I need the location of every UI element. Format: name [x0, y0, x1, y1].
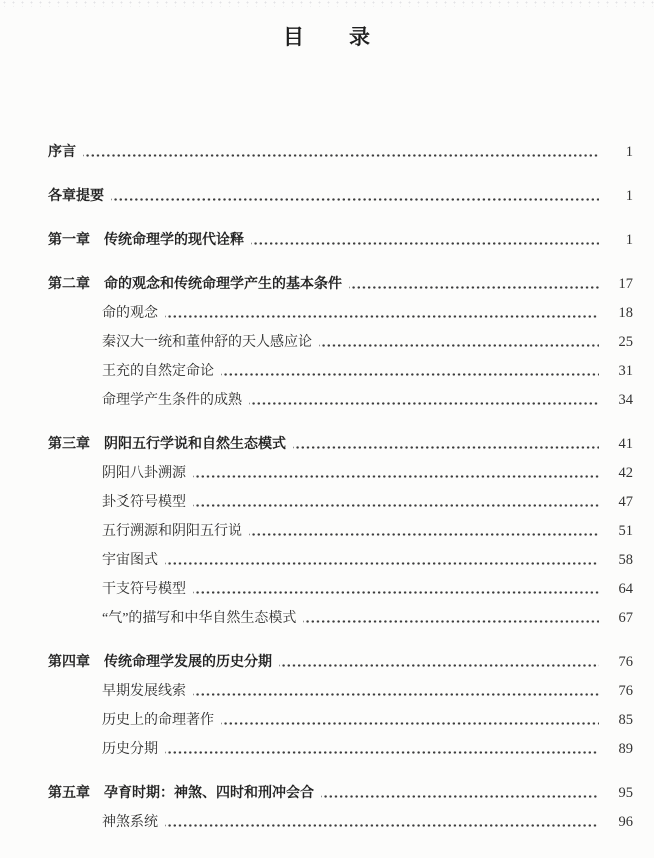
toc-entry: [48, 575, 633, 604]
toc-entry: [48, 226, 633, 255]
entry-label: 命理学产生条件的成熟: [102, 393, 242, 408]
page-number: 67: [618, 610, 633, 626]
page-number: 25: [618, 334, 633, 350]
dot-leader: [321, 779, 599, 808]
toc-entry: [48, 677, 633, 706]
entry-label: 早期发展线索: [102, 684, 186, 699]
toc-entry: [48, 357, 633, 386]
toc-entry: [48, 386, 633, 415]
entry-label: 历史分期: [102, 742, 158, 757]
entry-label: 阴阳八卦溯源: [102, 466, 186, 481]
dot-leader: [303, 604, 599, 633]
entry-label: 传统命理学发展的历史分期: [104, 655, 272, 670]
dot-leader: [319, 328, 599, 357]
dot-leader: [349, 270, 599, 299]
toc-entry: [48, 735, 633, 764]
entry-label: “气”的描写和中华自然生态模式: [102, 611, 297, 626]
dot-leader: [165, 299, 599, 328]
entry-label: 传统命理学的现代诠释: [104, 233, 244, 248]
dot-leader: [293, 430, 599, 459]
page-number: 47: [618, 494, 633, 510]
toc-list: [0, 138, 654, 837]
toc-entry: [48, 517, 633, 546]
entry-label: 宇宙图式: [102, 553, 158, 568]
entry-label: 五行溯源和阴阳五行说: [102, 524, 242, 539]
toc-entry: [48, 299, 633, 328]
toc-entry: [48, 138, 633, 167]
dot-leader: [193, 575, 599, 604]
entry-label: 王充的自然定命论: [102, 364, 214, 379]
toc-entry: [48, 430, 633, 459]
entry-label: 秦汉大一统和董仲舒的天人感应论: [102, 335, 312, 350]
toc-entry: [48, 488, 633, 517]
toc-entry: [48, 779, 633, 808]
page-number: 17: [618, 276, 633, 292]
dot-leader: [249, 386, 599, 415]
dot-leader: [193, 459, 599, 488]
toc-entry: [48, 648, 633, 677]
toc-entry: [48, 328, 633, 357]
dot-leader: [221, 357, 599, 386]
dot-leader: [249, 517, 599, 546]
page-number: 89: [618, 741, 633, 757]
dot-leader: [193, 488, 599, 517]
dot-leader: [221, 706, 599, 735]
dot-leader: [83, 138, 599, 167]
chapter-number: 第五章: [48, 786, 90, 801]
page-number: 85: [618, 712, 633, 728]
scan-noise-strip: [0, 0, 654, 7]
toc-entry: [48, 604, 633, 633]
entry-label: 序言: [48, 145, 76, 160]
entry-label: 命的观念: [102, 306, 158, 321]
toc-entry: [48, 706, 633, 735]
entry-label: 阴阳五行学说和自然生态模式: [104, 437, 286, 452]
page-number: 31: [618, 363, 633, 379]
toc-entry: [48, 270, 633, 299]
dot-leader: [279, 648, 599, 677]
page-number: 1: [625, 188, 633, 204]
page-number: 42: [618, 465, 633, 481]
toc-entry: [48, 546, 633, 575]
dot-leader: [165, 735, 599, 764]
entry-label: 命的观念和传统命理学产生的基本条件: [104, 277, 342, 292]
chapter-number: 第二章: [48, 277, 90, 292]
page-number: 51: [618, 523, 633, 539]
page-number: 1: [625, 232, 633, 248]
page-number: 96: [618, 814, 633, 830]
entry-label: 各章提要: [48, 189, 104, 204]
page-number: 95: [618, 785, 633, 801]
page-number: 58: [618, 552, 633, 568]
dot-leader: [251, 226, 599, 255]
page-number: 64: [618, 581, 633, 597]
page-number: 76: [618, 683, 633, 699]
entry-label: 卦爻符号模型: [102, 495, 186, 510]
entry-label: 孕育时期：神煞、四时和刑冲会合: [104, 786, 314, 801]
entry-label: 干支符号模型: [102, 582, 186, 597]
dot-leader: [165, 808, 599, 837]
dot-leader: [193, 677, 599, 706]
page-number: 76: [618, 654, 633, 670]
page-number: 1: [625, 144, 633, 160]
page-title: 目 录: [283, 25, 371, 49]
page-number: 34: [618, 392, 633, 408]
dot-leader: [165, 546, 599, 575]
chapter-number: 第三章: [48, 437, 90, 452]
dot-leader: [111, 182, 599, 211]
page-number: 41: [618, 436, 633, 452]
chapter-number: 第四章: [48, 655, 90, 670]
chapter-number: 第一章: [48, 233, 90, 248]
toc-entry: [48, 459, 633, 488]
page-number: 18: [618, 305, 633, 321]
entry-label: 历史上的命理著作: [102, 713, 214, 728]
toc-entry: [48, 808, 633, 837]
toc-entry: [48, 182, 633, 211]
entry-label: 神煞系统: [102, 815, 158, 830]
